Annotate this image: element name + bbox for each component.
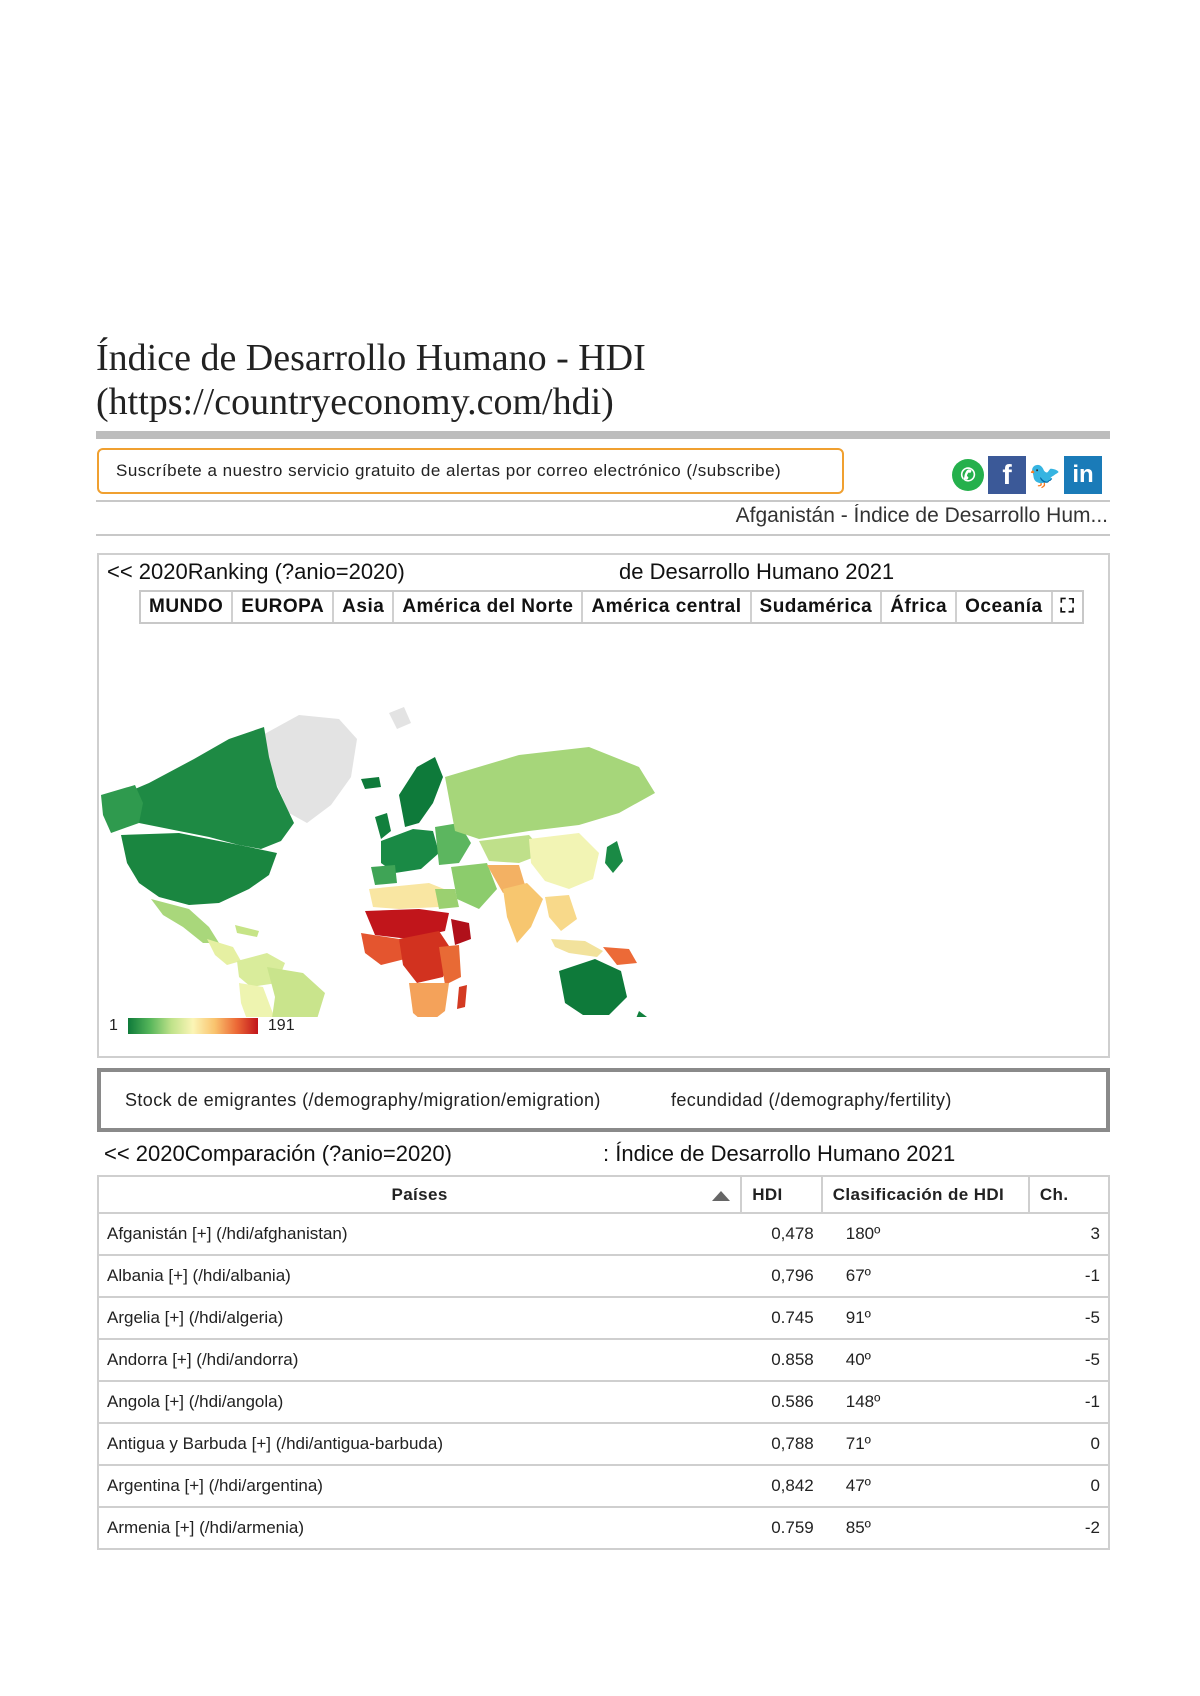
map-papua [603, 947, 637, 965]
map-iberia [371, 865, 397, 885]
country-link[interactable]: Albania [+] (/hdi/albania) [98, 1255, 741, 1297]
hdi-rank: 40º [822, 1339, 1029, 1381]
hdi-value: 0,478 [741, 1213, 822, 1255]
map-madagascar [457, 985, 467, 1009]
table-row [98, 1339, 1109, 1381]
map-west-africa [361, 933, 405, 965]
map-southeast-asia [545, 895, 577, 931]
title-divider [96, 431, 1110, 439]
tab-america-del-norte[interactable]: América del Norte [394, 592, 583, 622]
social-share-bar [952, 456, 1102, 494]
rank-change: -2 [1029, 1507, 1109, 1549]
table-row [98, 1465, 1109, 1507]
hdi-value: 0,796 [741, 1255, 822, 1297]
table-header-row [98, 1176, 1109, 1213]
hdi-rank: 47º [822, 1465, 1029, 1507]
related-links-panel [97, 1068, 1110, 1132]
rank-change: 0 [1029, 1465, 1109, 1507]
fullscreen-icon[interactable]: ⛶ [1060, 596, 1075, 617]
hdi-rank: 91º [822, 1297, 1029, 1339]
map-iceland [361, 777, 381, 789]
map-central-america [207, 939, 241, 965]
legend-color-scale [128, 1018, 258, 1034]
rank-change: 3 [1029, 1213, 1109, 1255]
hdi-rank: 85º [822, 1507, 1029, 1549]
tab-africa[interactable]: África [882, 592, 957, 622]
table-row [98, 1507, 1109, 1549]
country-link[interactable]: Argentina [+] (/hdi/argentina) [98, 1465, 741, 1507]
rank-change: -1 [1029, 1381, 1109, 1423]
legend-max-label: 191 [267, 1017, 295, 1034]
tab-asia[interactable]: Asia [334, 592, 394, 622]
map-south-asia [503, 883, 543, 943]
map-brazil [267, 967, 325, 1017]
comparison-prev-year-link[interactable]: << 2020Comparación (?anio=2020) [104, 1141, 452, 1166]
table-row [98, 1255, 1109, 1297]
table-row [98, 1381, 1109, 1423]
column-header-country[interactable] [98, 1176, 741, 1213]
hdi-value: 0,788 [741, 1423, 822, 1465]
country-link[interactable]: Afganistán [+] (/hdi/afghanistan) [98, 1213, 741, 1255]
tab-europa[interactable]: EUROPA [233, 592, 334, 622]
hdi-comparison-table [97, 1175, 1110, 1550]
hdi-rank: 67º [822, 1255, 1029, 1297]
map-alaska [101, 785, 143, 833]
map-southern-africa [409, 983, 449, 1017]
map-svalbard [389, 707, 411, 729]
ranking-heading: de Desarrollo Humano 2021 [619, 559, 895, 584]
map-caribbean [235, 925, 259, 937]
country-link[interactable]: Antigua y Barbuda [+] (/hdi/antigua-barbuda) [98, 1423, 741, 1465]
rank-change: -5 [1029, 1339, 1109, 1381]
map-egypt [435, 889, 459, 909]
page-title-line2: (https://countryeconomy.com/hdi) [96, 381, 614, 423]
map-mexico [151, 899, 219, 943]
map-peru-bolivia [239, 983, 275, 1017]
map-japan-korea [605, 841, 623, 873]
legend-min-label: 1 [109, 1017, 118, 1034]
table-row [98, 1423, 1109, 1465]
hdi-value: 0.745 [741, 1297, 822, 1339]
tab-oceania[interactable]: Oceanía [957, 592, 1052, 622]
fertility-link[interactable]: fecundidad (/demography/fertility) [671, 1090, 952, 1110]
country-link[interactable]: Armenia [+] (/hdi/armenia) [98, 1507, 741, 1549]
sort-ascending-icon[interactable] [712, 1191, 730, 1201]
hdi-value: 0,842 [741, 1465, 822, 1507]
map-indonesia [551, 939, 603, 957]
hdi-value: 0.586 [741, 1381, 822, 1423]
column-header-country-label: Países [391, 1184, 448, 1204]
map-uk [375, 813, 391, 839]
country-link[interactable]: Argelia [+] (/hdi/algeria) [98, 1297, 741, 1339]
page-title [96, 336, 1106, 424]
twitter-icon[interactable]: 🐦 [1030, 456, 1060, 494]
whatsapp-icon[interactable]: ✆ [952, 459, 984, 491]
map-new-zealand [631, 1011, 647, 1017]
column-header-rank[interactable]: Clasificación de HDI [822, 1176, 1029, 1213]
region-tabs [139, 590, 1084, 624]
rank-change: 0 [1029, 1423, 1109, 1465]
country-link[interactable]: Andorra [+] (/hdi/andorra) [98, 1339, 741, 1381]
hdi-value: 0.759 [741, 1507, 822, 1549]
ranking-prev-year-link[interactable]: << 2020Ranking (?anio=2020) [107, 559, 405, 584]
hdi-rank: 148º [822, 1381, 1029, 1423]
column-header-change[interactable]: Ch. [1029, 1176, 1109, 1213]
linkedin-icon[interactable]: in [1064, 456, 1102, 494]
column-header-hdi[interactable]: HDI [741, 1176, 822, 1213]
country-link[interactable]: Angola [+] (/hdi/angola) [98, 1381, 741, 1423]
rank-change: -1 [1029, 1255, 1109, 1297]
tab-sudamerica[interactable]: Sudamérica [752, 592, 883, 622]
rank-change: -5 [1029, 1297, 1109, 1339]
map-legend [109, 1017, 295, 1035]
map-china [529, 833, 599, 889]
table-row [98, 1297, 1109, 1339]
hdi-value: 0.858 [741, 1339, 822, 1381]
divider [96, 534, 1110, 536]
tab-america-central[interactable]: América central [583, 592, 751, 622]
comparison-heading: : Índice de Desarrollo Humano 2021 [603, 1141, 956, 1166]
facebook-icon[interactable]: f [988, 456, 1026, 494]
map-horn-of-africa [451, 919, 471, 945]
emigrants-link[interactable]: Stock de emigrantes (/demography/migration/emigration) [125, 1090, 601, 1110]
divider [96, 500, 1110, 502]
tab-mundo[interactable]: MUNDO [141, 592, 233, 622]
world-hdi-map[interactable] [99, 627, 659, 1017]
map-russia [445, 747, 655, 839]
breadcrumb[interactable]: Afganistán - Índice de Desarrollo Hum... [735, 504, 1108, 527]
hdi-rank: 71º [822, 1423, 1029, 1465]
ranking-map-panel [97, 553, 1110, 1058]
subscribe-box[interactable]: Suscríbete a nuestro servicio gratuito de alertas por correo electrónico (/subscribe) [97, 448, 844, 494]
page-title-line1: Índice de Desarrollo Humano - HDI [96, 337, 646, 379]
map-scandinavia [399, 757, 443, 827]
map-australia [559, 959, 627, 1015]
table-row [98, 1213, 1109, 1255]
hdi-rank: 180º [822, 1213, 1029, 1255]
map-east-africa [439, 945, 461, 985]
